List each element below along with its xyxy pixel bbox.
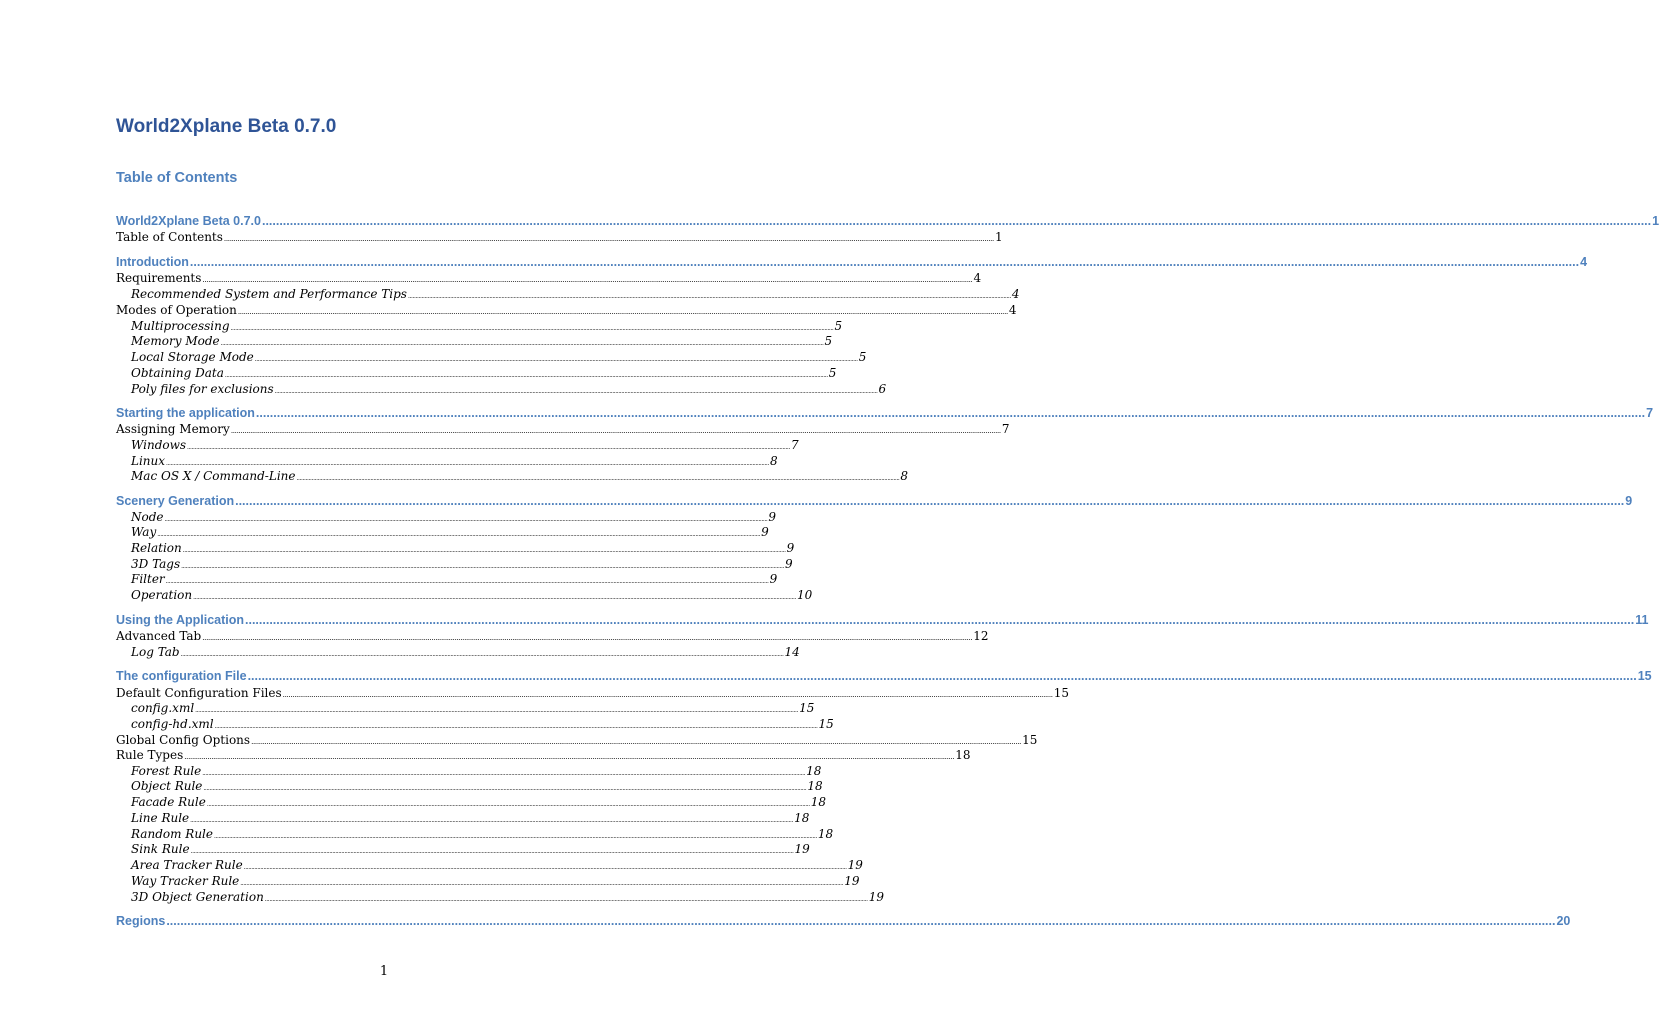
toc-entry-page: 9 (785, 557, 793, 571)
toc-entry[interactable] (131, 350, 867, 367)
toc-entry-label: Recommended System and Performance Tips (131, 287, 407, 301)
toc-entry-label: Forest Rule (131, 764, 202, 778)
toc-entry-page: 18 (817, 827, 834, 841)
toc-entry-page: 10 (797, 588, 813, 602)
toc-leader-dots: ................................................................................................................................................................................................................................................................................................................................................................................................................ (254, 356, 858, 363)
toc-leader-dots: ................................................................................................................................................................................................................................................................................................................................................................................................................ (230, 427, 1001, 435)
toc-entry-page: 6 (878, 382, 887, 396)
toc-leader-dots: ................................................................................................................................................................................................................................................................................................................................................................................................................ (195, 707, 799, 714)
toc-entry-page: 15 (1053, 686, 1069, 700)
toc-entry-label: config.xml (131, 701, 195, 715)
toc-entry[interactable] (116, 669, 1652, 686)
toc-entry-label: Using the Application (116, 613, 245, 627)
toc-entry-label: 3D Tags (131, 557, 181, 571)
toc-entry-page: 1 (1652, 214, 1659, 228)
toc-entry[interactable] (116, 914, 1571, 931)
toc-entry-page: 7 (790, 438, 799, 452)
toc-leader-dots: ................................................................................................................................................................................................................................................................................................................................................................................................................ (224, 372, 828, 379)
toc-leader-dots: ................................................................................................................................................................................................................................................................................................................................................................................................................ (237, 308, 1008, 316)
toc-entry[interactable] (116, 748, 971, 765)
toc-leader-dots: ................................................................................................................................................................................................................................................................................................................................................................................................................ (202, 770, 806, 777)
toc-leader-dots: ................................................................................................................................................................................................................................................................................................................................................................................................................ (181, 563, 785, 570)
toc-entry-label: Sink Rule (131, 842, 190, 856)
toc-entry-page: 15 (799, 701, 815, 715)
toc-entry-page: 20 (1556, 914, 1571, 928)
toc-entry-page: 18 (807, 779, 823, 793)
toc-leader-dots: ................................................................................................................................................................................................................................................................................................................................................................................................................ (255, 406, 1646, 420)
toc-entry-label: Default Configuration Files (116, 686, 282, 700)
toc-entry[interactable] (131, 890, 884, 907)
toc-entry-page: 18 (955, 748, 971, 762)
toc-entry-page: 7 (1001, 422, 1010, 436)
toc-entry-label: Linux (131, 454, 166, 468)
toc-entry[interactable] (131, 525, 769, 542)
toc-entry[interactable] (131, 541, 795, 558)
toc-entry-page: 19 (847, 858, 863, 872)
toc-entry-label: Multiprocessing (131, 319, 230, 333)
toc-entry[interactable] (131, 717, 834, 734)
toc-entry-page: 4 (973, 271, 982, 285)
toc-entry-page: 9 (761, 525, 769, 539)
document-title: World2Xplane Beta 0.7.0 (116, 116, 337, 137)
toc-entry-label: Modes of Operation (116, 303, 237, 317)
toc-entry[interactable] (116, 230, 1003, 247)
toc-entry-page: 9 (1625, 494, 1633, 508)
toc-leader-dots: ................................................................................................................................................................................................................................................................................................................................................................................................................ (220, 340, 824, 347)
toc-entry[interactable] (116, 214, 1659, 231)
toc-entry-page: 15 (818, 717, 834, 731)
toc-leader-dots: ................................................................................................................................................................................................................................................................................................................................................................................................................ (166, 914, 1556, 928)
toc-entry-label: Starting the application (116, 406, 255, 420)
toc-leader-dots: ................................................................................................................................................................................................................................................................................................................................................................................................................ (203, 785, 807, 792)
toc-entry-page: 5 (858, 350, 867, 364)
toc-entry[interactable] (131, 382, 887, 399)
toc-entry-page: 4 (1008, 303, 1017, 317)
toc-entry-label: Area Tracker Rule (131, 858, 243, 872)
toc-leader-dots: ................................................................................................................................................................................................................................................................................................................................................................................................................ (206, 801, 810, 808)
toc-leader-dots: ................................................................................................................................................................................................................................................................................................................................................................................................................ (296, 475, 900, 482)
toc-leader-dots: ................................................................................................................................................................................................................................................................................................................................................................................................................ (157, 531, 761, 538)
toc-entry-label: Log Tab (131, 645, 180, 659)
toc-entry-label: The configuration File (116, 669, 247, 683)
toc-entry[interactable] (131, 572, 778, 589)
toc-entry-page: 18 (810, 795, 827, 809)
toc-leader-dots: ................................................................................................................................................................................................................................................................................................................................................................................................................ (193, 594, 797, 601)
toc-entry[interactable] (116, 271, 982, 288)
toc-entry-label: Introduction (116, 255, 189, 269)
toc-leader-dots: ................................................................................................................................................................................................................................................................................................................................................................................................................ (166, 460, 769, 467)
toc-entry-page: 12 (973, 629, 989, 643)
toc-leader-dots: ................................................................................................................................................................................................................................................................................................................................................................................................................ (274, 388, 878, 395)
toc-entry-page: 18 (806, 764, 822, 778)
toc-entry[interactable] (131, 287, 1020, 304)
toc-leader-dots: ................................................................................................................................................................................................................................................................................................................................................................................................................ (243, 864, 847, 871)
toc-entry-page: 9 (769, 572, 778, 586)
toc-leader-dots: ................................................................................................................................................................................................................................................................................................................................................................................................................ (180, 651, 784, 658)
toc-entry-label: Way (131, 525, 157, 539)
toc-entry[interactable] (131, 334, 833, 351)
toc-entry-page: 8 (769, 454, 778, 468)
toc-entry-label: Random Rule (131, 827, 213, 841)
toc-entry-page: 4 (1580, 255, 1588, 269)
toc-heading: Table of Contents (116, 170, 238, 186)
toc-leader-dots: ................................................................................................................................................................................................................................................................................................................................................................................................................ (184, 753, 955, 761)
toc-entry-page: 5 (834, 319, 843, 333)
toc-entry[interactable] (131, 811, 810, 828)
toc-entry[interactable] (116, 494, 1633, 511)
toc-entry[interactable] (116, 406, 1654, 423)
toc-entry[interactable] (116, 613, 1649, 630)
toc-leader-dots: ................................................................................................................................................................................................................................................................................................................................................................................................................ (189, 255, 1580, 269)
toc-leader-dots: ................................................................................................................................................................................................................................................................................................................................................................................................................ (223, 235, 994, 243)
toc-entry-label: Scenery Generation (116, 494, 235, 508)
toc-entry[interactable] (116, 255, 1588, 272)
toc-entry-label: Mac OS X / Command-Line (131, 469, 296, 483)
toc-entry-page: 18 (794, 811, 810, 825)
toc-entry[interactable] (131, 795, 827, 812)
toc-leader-dots: ................................................................................................................................................................................................................................................................................................................................................................................................................ (230, 325, 834, 332)
toc-leader-dots: ................................................................................................................................................................................................................................................................................................................................................................................................................ (251, 738, 1022, 746)
toc-leader-dots: ................................................................................................................................................................................................................................................................................................................................................................................................................ (202, 276, 973, 284)
toc-entry[interactable] (131, 438, 799, 455)
toc-entry-page: 14 (784, 645, 800, 659)
toc-entry-page: 9 (768, 510, 777, 524)
toc-leader-dots: ................................................................................................................................................................................................................................................................................................................................................................................................................ (245, 613, 1635, 627)
toc-entry-label: Relation (131, 541, 182, 555)
toc-leader-dots: ................................................................................................................................................................................................................................................................................................................................................................................................................ (182, 547, 786, 554)
toc-leader-dots: ................................................................................................................................................................................................................................................................................................................................................................................................................ (214, 723, 818, 730)
toc-leader-dots: ................................................................................................................................................................................................................................................................................................................................................................................................................ (187, 444, 790, 451)
toc-entry-page: 5 (824, 334, 833, 348)
toc-entry-label: config-hd.xml (131, 717, 214, 731)
toc-leader-dots: ................................................................................................................................................................................................................................................................................................................................................................................................................ (190, 817, 794, 824)
toc-entry-label: Operation (131, 588, 193, 602)
toc-leader-dots: ................................................................................................................................................................................................................................................................................................................................................................................................................ (240, 880, 844, 887)
toc-entry[interactable] (116, 303, 1017, 320)
toc-entry-page: 4 (1011, 287, 1020, 301)
toc-leader-dots: ................................................................................................................................................................................................................................................................................................................................................................................................................ (282, 691, 1053, 699)
toc-entry-label: Facade Rule (131, 795, 206, 809)
toc-entry-label: World2Xplane Beta 0.7.0 (116, 214, 261, 228)
toc-entry[interactable] (131, 858, 863, 875)
toc-entry-label: Regions (116, 914, 166, 928)
toc-leader-dots: ................................................................................................................................................................................................................................................................................................................................................................................................................ (164, 516, 768, 523)
toc-entry-page: 7 (1646, 406, 1654, 420)
toc-entry-label: Line Rule (131, 811, 190, 825)
toc-entry-page: 1 (994, 230, 1003, 244)
toc-leader-dots: ................................................................................................................................................................................................................................................................................................................................................................................................................ (214, 833, 817, 840)
toc-leader-dots: ................................................................................................................................................................................................................................................................................................................................................................................................................ (261, 214, 1652, 228)
toc-entry-label: Memory Mode (131, 334, 220, 348)
toc-entry-page: 15 (1022, 733, 1038, 747)
toc-entry[interactable] (131, 779, 823, 796)
toc-entry-label: 3D Object Generation (131, 890, 264, 904)
toc-entry-page: 19 (794, 842, 810, 856)
toc-entry-page: 15 (1637, 669, 1652, 683)
toc-entry-page: 5 (828, 366, 837, 380)
toc-entry-label: Way Tracker Rule (131, 874, 240, 888)
toc-entry[interactable] (131, 842, 810, 859)
toc-entry-label: Assigning Memory (116, 422, 230, 436)
toc-entry[interactable] (131, 645, 800, 662)
toc-entry[interactable] (131, 366, 837, 383)
toc-leader-dots: ................................................................................................................................................................................................................................................................................................................................................................................................................ (264, 896, 868, 903)
toc-entry-label: Local Storage Mode (131, 350, 254, 364)
toc-entry[interactable] (131, 874, 860, 891)
toc-leader-dots: ................................................................................................................................................................................................................................................................................................................................................................................................................ (247, 669, 1637, 683)
toc-entry-label: Windows (131, 438, 187, 452)
toc-entry-page: 11 (1635, 613, 1649, 627)
toc-entry-label: Object Rule (131, 779, 203, 793)
toc-entry-label: Filter (131, 572, 165, 586)
toc-entry[interactable] (131, 701, 815, 718)
toc-entry[interactable] (131, 469, 909, 486)
toc-entry-page: 19 (868, 890, 884, 904)
toc-entry-label: Global Config Options (116, 733, 251, 747)
toc-entry[interactable] (116, 422, 1010, 439)
toc-leader-dots: ................................................................................................................................................................................................................................................................................................................................................................................................................ (235, 494, 1625, 508)
toc-entry[interactable] (131, 588, 813, 605)
toc-leader-dots: ................................................................................................................................................................................................................................................................................................................................................................................................................ (165, 578, 769, 585)
toc-leader-dots: ................................................................................................................................................................................................................................................................................................................................................................................................................ (190, 848, 794, 855)
toc-entry-page: 8 (900, 469, 909, 483)
toc-entry[interactable] (116, 629, 989, 646)
toc-entry-page: 9 (786, 541, 795, 555)
toc-entry-label: Advanced Tab (116, 629, 202, 643)
toc-leader-dots: ................................................................................................................................................................................................................................................................................................................................................................................................................ (407, 293, 1011, 300)
toc-entry-label: Requirements (116, 271, 202, 285)
page-number: 1 (379, 964, 389, 979)
toc-entry-page: 19 (844, 874, 860, 888)
toc-entry-label: Obtaining Data (131, 366, 224, 380)
toc-entry-label: Rule Types (116, 748, 184, 762)
toc-entry-label: Table of Contents (116, 230, 223, 244)
toc-entry-label: Poly files for exclusions (131, 382, 274, 396)
toc-entry-label: Node (131, 510, 164, 524)
toc-leader-dots: ................................................................................................................................................................................................................................................................................................................................................................................................................ (202, 634, 973, 642)
